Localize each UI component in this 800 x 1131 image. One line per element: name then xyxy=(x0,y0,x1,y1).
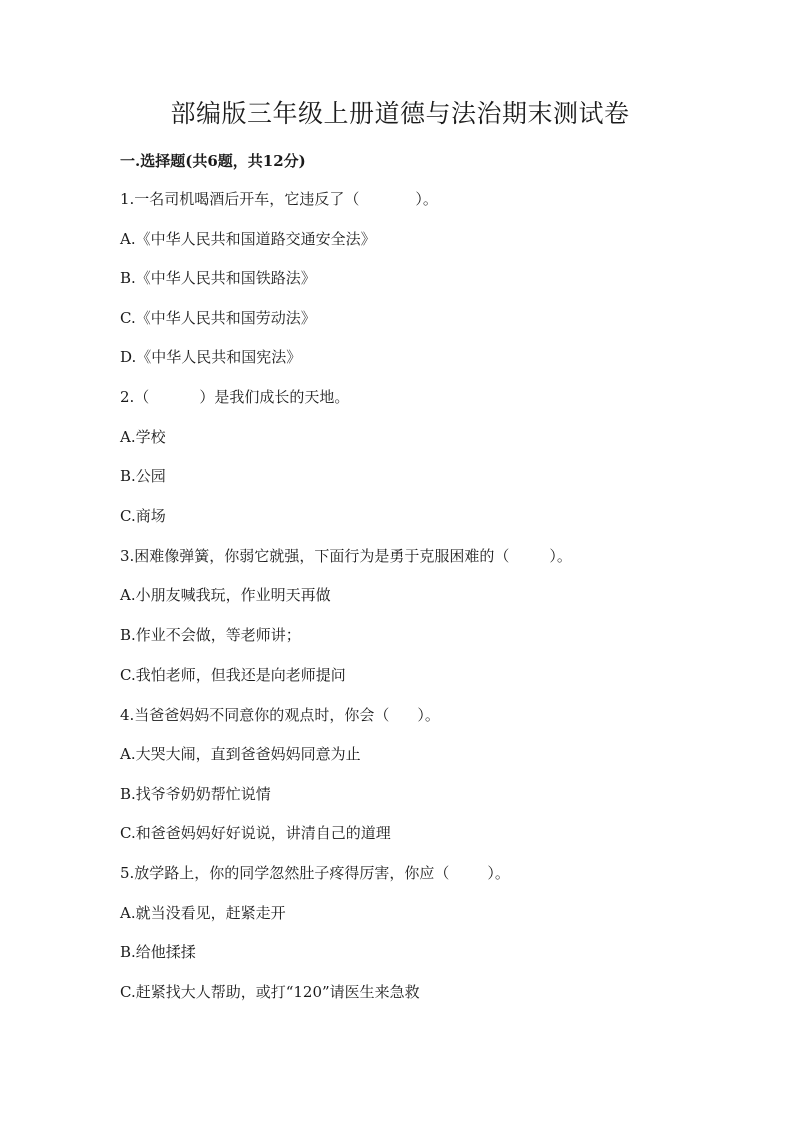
question-4-stem xyxy=(120,704,440,725)
question-4-option-b: B.找爷爷奶奶帮忙说情 xyxy=(120,785,271,803)
question-5-stem xyxy=(120,862,510,883)
question-stem-text: 1.一名司机喝酒后开车，它违反了（ xyxy=(120,190,360,208)
question-3-option-b: B.作业不会做，等老师讲； xyxy=(120,626,301,644)
question-1-option-b: B.《中华人民共和国铁路法》 xyxy=(120,269,316,287)
question-1-option-c: C.《中华人民共和国劳动法》 xyxy=(120,309,316,327)
question-stem-text: 5.放学路上，你的同学忽然肚子疼得厉害，你应（ xyxy=(120,864,450,882)
question-stem-text: 2.（ xyxy=(120,388,150,406)
question-4-option-c: C.和爸爸妈妈好好说说，讲清自己的道理 xyxy=(120,824,391,842)
question-2-option-a: A.学校 xyxy=(120,428,166,446)
question-stem-text: ）是我们成长的天地。 xyxy=(199,388,350,406)
question-2-stem xyxy=(120,386,349,407)
question-stem-text: ）。 xyxy=(487,864,510,882)
question-5-option-b: B.给他揉揉 xyxy=(120,943,196,961)
question-5-option-c: C.赶紧找大人帮助，或打“120”请医生来急救 xyxy=(120,983,420,1001)
question-stem-text: ）。 xyxy=(549,547,572,565)
question-3-option-a: A.小朋友喊我玩，作业明天再做 xyxy=(120,586,331,604)
question-1-option-d: D.《中华人民共和国宪法》 xyxy=(120,348,302,366)
question-1-stem xyxy=(120,188,438,209)
section-header: 一.选择题(共6题，共12分) xyxy=(120,152,306,170)
question-stem-text: 3.困难像弹簧，你弱它就强，下面行为是勇于克服困难的（ xyxy=(120,547,510,565)
question-3-option-c: C.我怕老师，但我还是向老师提问 xyxy=(120,666,346,684)
question-3-stem xyxy=(120,545,572,566)
question-stem-text: ）。 xyxy=(417,706,440,724)
question-stem-text: ）。 xyxy=(415,190,438,208)
question-5-option-a: A.就当没看见，赶紧走开 xyxy=(120,904,286,922)
question-2-option-b: B.公园 xyxy=(120,467,166,485)
question-2-option-c: C.商场 xyxy=(120,507,166,525)
question-1-option-a: A.《中华人民共和国道路交通安全法》 xyxy=(120,230,376,248)
page-title: 部编版三年级上册道德与法治期末测试卷 xyxy=(170,99,630,128)
question-4-option-a: A.大哭大闹，直到爸爸妈妈同意为止 xyxy=(120,745,361,763)
question-stem-text: 4.当爸爸妈妈不同意你的观点时，你会（ xyxy=(120,706,390,724)
